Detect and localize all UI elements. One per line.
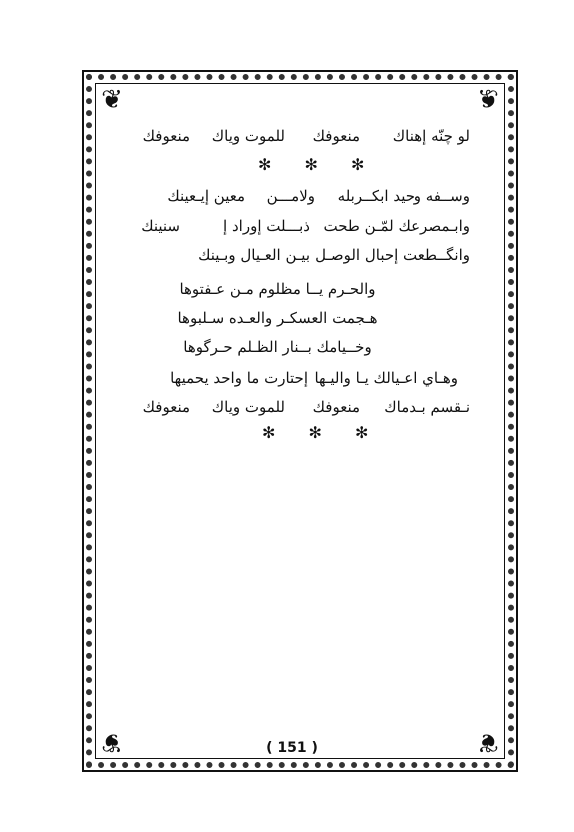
verse-segment: سنينك: [141, 217, 180, 235]
floral-corner-ornament-icon: ❦: [101, 727, 123, 757]
verse-segment: هـجمت العسكـر والعـده سـلبوها: [177, 309, 378, 327]
verse-line: [150, 308, 405, 328]
page-number: ( 151 ): [266, 740, 318, 756]
verse-segment: وهـاي اعـيالك يـا واليـها: [314, 369, 458, 387]
verse-segment: نـقسم بـدماك: [384, 398, 470, 416]
verse-segment: وخــيامك بــنار الظـلم حـرگوها: [183, 338, 372, 356]
verse-segment: معين إيـعينك: [167, 187, 245, 205]
verse-segment: منعوفك: [142, 127, 190, 145]
verse-segment: حيد ابكــربله: [337, 187, 415, 205]
floral-corner-ornament-icon: ❦: [477, 85, 499, 115]
verse-segment: منعوفك: [312, 127, 360, 145]
verse-segment: بيـن العـيال وبـينك: [198, 246, 310, 264]
verse-segment: للموت وياك: [211, 127, 285, 145]
page-border-inner: [95, 83, 505, 759]
verse-segment: وانگــطعت إحبال الوصـل: [315, 246, 470, 264]
star-divider: ✻ ✻ ✻: [258, 155, 379, 174]
verse-segment: إحتارت ما واحد يحميها: [170, 369, 308, 387]
verse-segment: وســفه و: [413, 187, 470, 205]
floral-corner-ornament-icon: ❦: [477, 727, 499, 757]
verse-line: [150, 337, 405, 357]
verse-segment: ذبـــلت إوراد إ: [223, 217, 310, 235]
verse-segment: والحـرم يــا مظلوم مـن عـفتوها: [179, 280, 376, 298]
verse-segment: ولامـــن: [266, 187, 315, 205]
verse-line: [150, 279, 405, 299]
star-divider: ✻ ✻ ✻: [262, 423, 383, 442]
verse-segment: منعوفك: [312, 398, 360, 416]
verse-segment: للموت وياك: [211, 398, 285, 416]
verse-segment: وابـمصرعك لمّـن طحت: [323, 217, 470, 235]
verse-segment: منعوفك: [142, 398, 190, 416]
verse-segment: لو چنّه إهناك: [392, 127, 470, 145]
floral-corner-ornament-icon: ❦: [101, 85, 123, 115]
